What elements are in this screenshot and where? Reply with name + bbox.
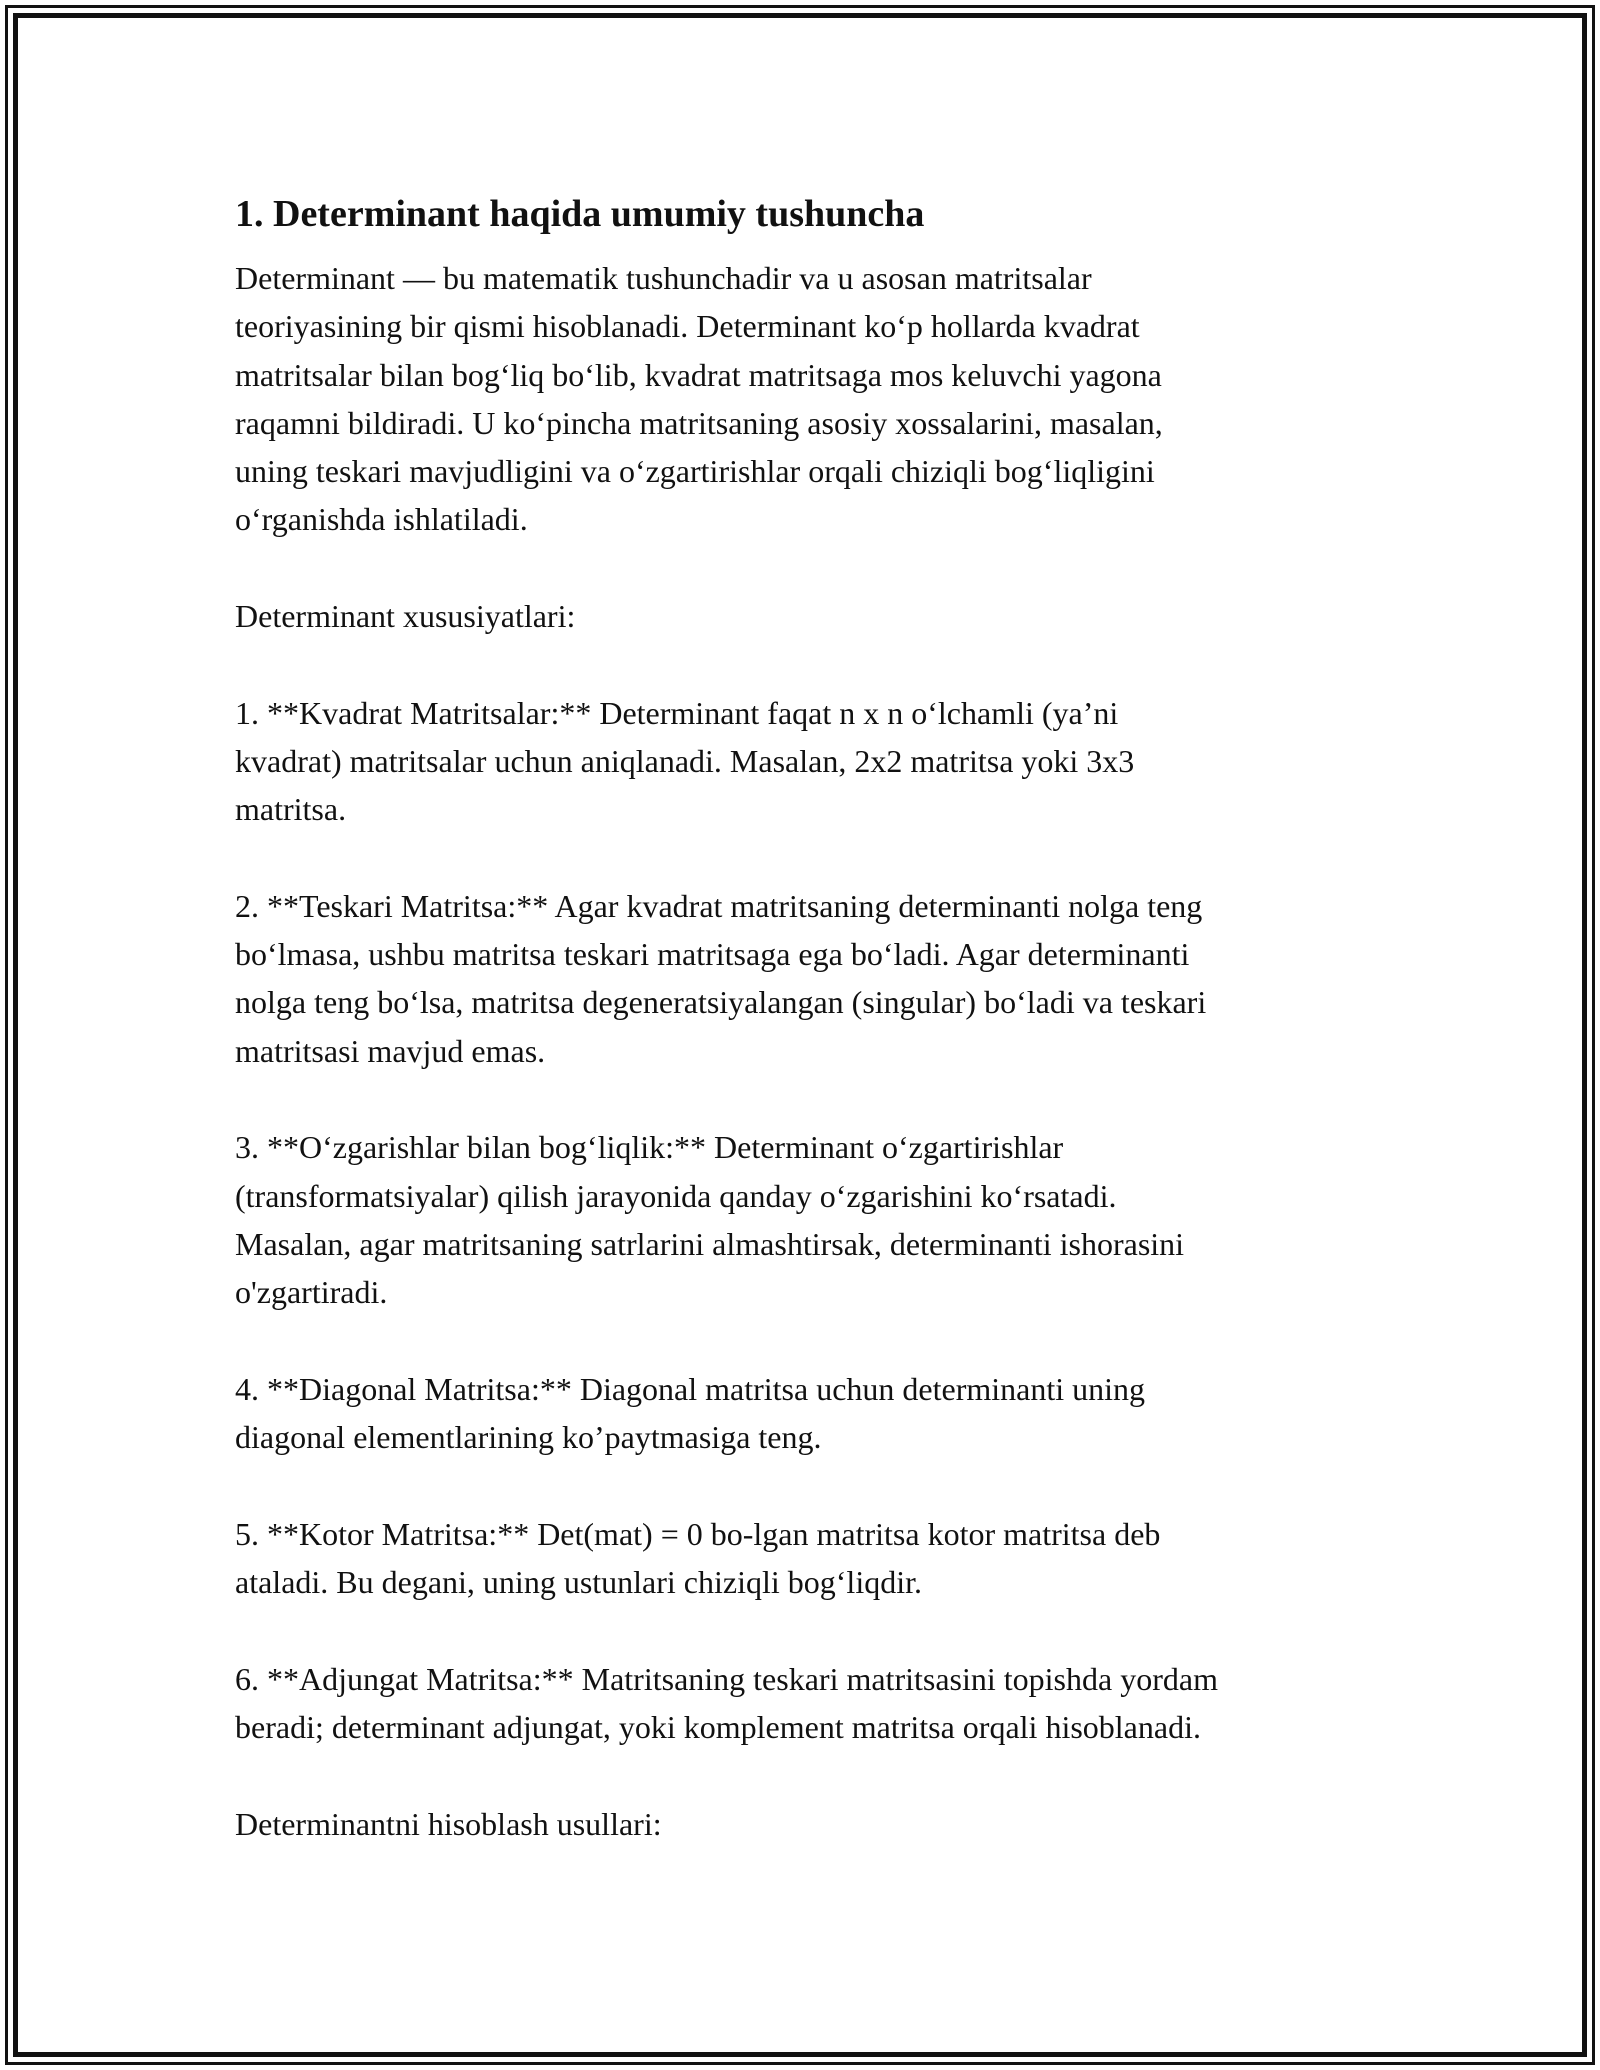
text-line: 1. **Kvadrat Matritsalar:** Determinant faqat n x n o‘lchamli (ya’ni [235,694,1119,731]
text-line: 6. **Adjungat Matritsa:** Matritsaning teskari matritsasini topishda yordam [235,1660,1218,1697]
property-item-2 [235,882,1370,1075]
text-line: matritsasi mavjud emas. [235,1032,546,1069]
text-line: (transformatsiyalar) qilish jarayonida qanday o‘zgarishini ko‘rsatadi. [235,1177,1117,1214]
text-line: diagonal elementlarining ko’paytmasiga teng. [235,1419,822,1456]
paragraph-gap [235,1461,1370,1509]
text-line: uning teskari mavjudligini va o‘zgartirishlar orqali chiziqli bog‘liqligini [235,453,1155,490]
text-line: o‘rganishda ishlatiladi. [235,501,528,538]
text-line: ataladi. Bu degani, uning ustunlari chiziqli bog‘liqdir. [235,1564,922,1601]
paragraph-gap [235,1317,1370,1365]
text-line: 2. **Teskari Matritsa:** Agar kvadrat matritsaning determinanti nolga teng [235,887,1203,924]
text-line: o'zgartiradi. [235,1274,388,1311]
text-line: 5. **Kotor Matritsa:** Det(mat) = 0 bo-lgan matritsa kotor matritsa deb [235,1515,1161,1552]
text-line: bo‘lmasa, ushbu matritsa teskari matritsaga ega bo‘ladi. Agar determinanti [235,936,1190,973]
text-line: raqamni bildiradi. U ko‘pincha matritsaning asosiy xossalarini, masalan, [235,404,1163,441]
text-line: 3. **O‘zgarishlar bilan bog‘liqlik:** Determinant o‘zgartirishlar [235,1129,1064,1166]
methods-heading-paragraph [235,1800,1370,1848]
text-line: Masalan, agar matritsaning satrlarini almashtirsak, determinanti ishorasini [235,1225,1185,1262]
property-item-6 [235,1655,1370,1752]
property-item-3 [235,1123,1370,1316]
paragraph-gap [235,544,1370,592]
paragraph-gap [235,834,1370,882]
text-line: beradi; determinant adjungat, yoki komplement matritsa orqali hisoblanadi. [235,1708,1201,1745]
text-line: Determinant — bu matematik tushunchadir va u asosan matritsalar [235,260,1092,296]
text-line: Determinantni hisoblash usullari: [235,1805,662,1842]
intro-paragraph [235,254,1370,544]
property-item-4 [235,1365,1370,1462]
text-line: teoriyasining bir qismi hisoblanadi. Determinant ko‘p hollarda kvadrat [235,308,1140,345]
document-body [235,186,1370,1848]
paragraph-gap [235,1075,1370,1123]
paragraph-gap [235,1606,1370,1654]
text-line: matritsalar bilan bog‘liq bo‘lib, kvadrat matritsaga mos keluvchi yagona [235,356,1162,393]
text-line: matritsa. [235,791,347,828]
properties-heading-paragraph [235,592,1370,640]
paragraph-gap [235,640,1370,688]
paragraph-gap [235,1751,1370,1799]
text-line: nolga teng bo‘lsa, matritsa degeneratsiyalangan (singular) bo‘ladi va teskari [235,984,1207,1021]
property-item-5 [235,1510,1370,1607]
text-line: 4. **Diagonal Matritsa:** Diagonal matritsa uchun determinanti uning [235,1370,1146,1407]
text-line: Determinant xususiyatlari: [235,598,576,635]
property-item-1 [235,689,1370,834]
text-line: kvadrat) matritsalar uchun aniqlanadi. Masalan, 2x2 matritsa yoki 3x3 [235,742,1135,779]
section-heading: 1. Determinant haqida umumiy tushuncha [235,193,925,235]
